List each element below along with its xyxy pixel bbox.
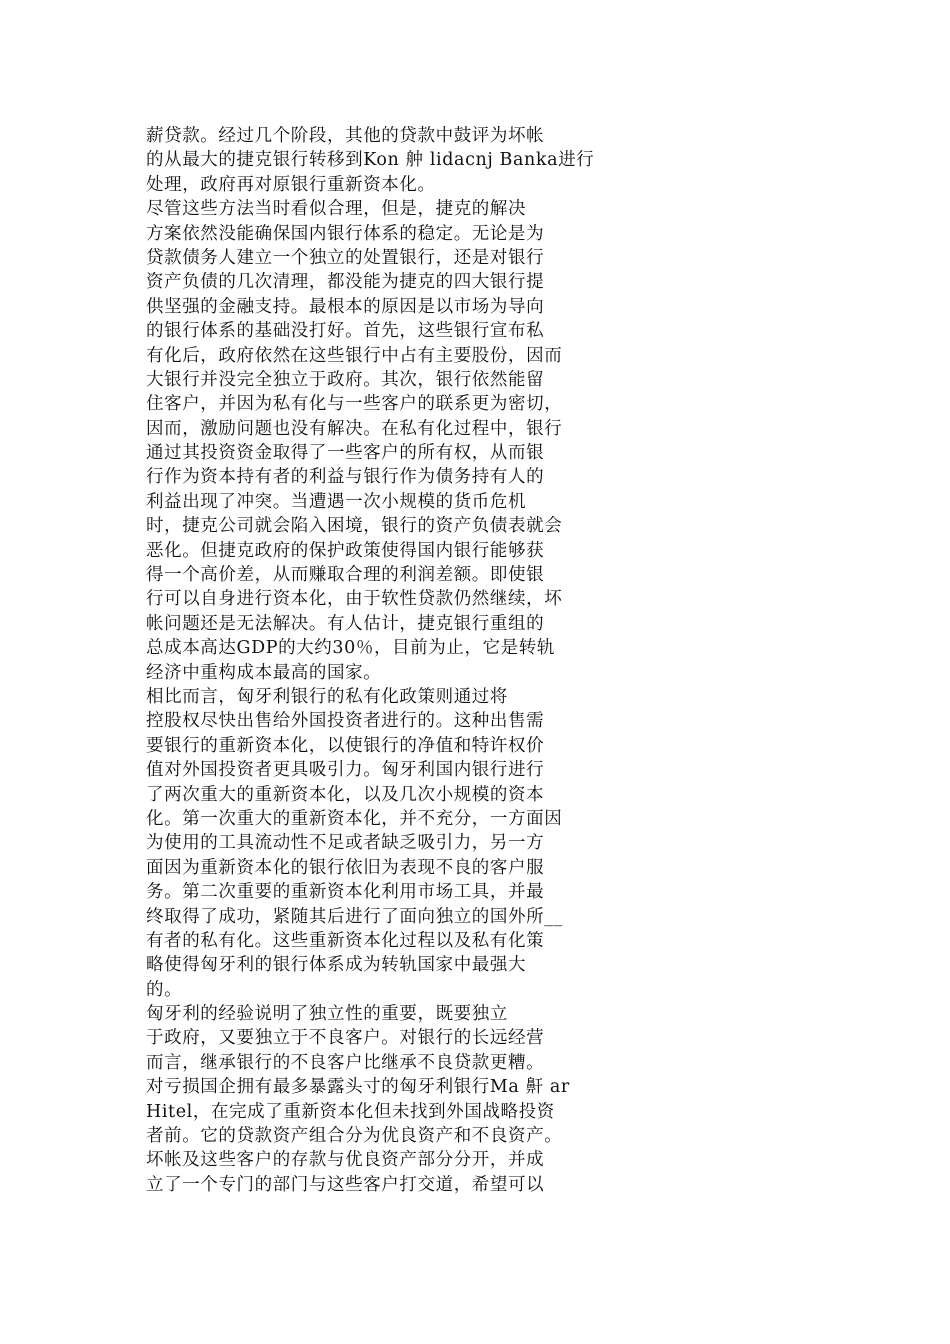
text-line: 经济中重构成本最高的国家。 bbox=[146, 662, 382, 683]
text-line: 值对外国投资者更具吸引力。匈牙利国内银行进行 bbox=[146, 760, 545, 781]
text-line: 大银行并没完全独立于政府。其次，银行依然能留 bbox=[146, 369, 545, 390]
text-line: 的从最大的捷克银行转移到Kon 舯 lidacnj Banka进行 bbox=[146, 150, 595, 171]
text-line: 于政府，又要独立于不良客户。对银行的长远经营 bbox=[146, 1028, 545, 1049]
text-line: 供坚强的金融支持。最根本的原因是以市场为导向 bbox=[146, 296, 545, 317]
text-line: 的银行体系的基础没打好。首先，这些银行宣布私 bbox=[146, 321, 545, 342]
text-line: 资产负债的几次清理，都没能为捷克的四大银行提 bbox=[146, 272, 545, 293]
text-line: 总成本高达GDP的大约30％，目前为止，它是转轨 bbox=[146, 638, 555, 659]
text-line: 帐问题还是无法解决。有人估计，捷克银行重组的 bbox=[146, 613, 545, 634]
text-line: 得一个高价差，从而赚取合理的利润差额。即使银 bbox=[146, 565, 545, 586]
text-line: 方案依然没能确保国内银行体系的稳定。无论是为 bbox=[146, 223, 545, 244]
text-line: Hitel，在完成了重新资本化但未找到外国战略投资 bbox=[146, 1101, 555, 1122]
text-line: 要银行的重新资本化，以使银行的净值和特许权价 bbox=[146, 735, 545, 756]
text-line: 利益出现了冲突。当遭遇一次小规模的货币危机 bbox=[146, 491, 527, 512]
text-line: 了两次重大的重新资本化，以及几次小规模的资本 bbox=[146, 784, 545, 805]
text-line: 面因为重新资本化的银行依旧为表现不良的客户服 bbox=[146, 857, 545, 878]
text-line: 相比而言，匈牙利银行的私有化政策则通过将 bbox=[146, 686, 508, 707]
text-line: 贷款债务人建立一个独立的处置银行，还是对银行 bbox=[146, 247, 545, 268]
text-line: 者前。它的贷款资产组合分为优良资产和不良资产。 bbox=[146, 1126, 563, 1147]
document-page bbox=[146, 124, 606, 1197]
text-line: 住客户，并因为私有化与一些客户的联系更为密切， bbox=[146, 394, 563, 415]
text-line: 化。第一次重大的重新资本化，并不充分，一方面因 bbox=[146, 808, 563, 829]
text-line: 为使用的工具流动性不足或者缺乏吸引力，另一方 bbox=[146, 833, 545, 854]
text-line: 有化后，政府依然在这些银行中占有主要股份，因而 bbox=[146, 345, 563, 366]
text-line: 因而，激励问题也没有解决。在私有化过程中，银行 bbox=[146, 418, 563, 439]
text-line: 处理，政府再对原银行重新资本化。 bbox=[146, 174, 436, 195]
text-line: 通过其投资资金取得了一些客户的所有权，从而银 bbox=[146, 443, 545, 464]
text-line: 行可以自身进行资本化，由于软性贷款仍然继续，坏 bbox=[146, 589, 563, 610]
text-line: 时，捷克公司就会陷入困境，银行的资产负债表就会 bbox=[146, 516, 563, 537]
text-line: 匈牙利的经验说明了独立性的重要，既要独立 bbox=[146, 1004, 508, 1025]
text-line: 对亏损国企拥有最多暴露头寸的匈牙利银行Ma 鼾 ar bbox=[146, 1077, 570, 1098]
text-line: 尽管这些方法当时看似合理，但是，捷克的解决 bbox=[146, 199, 527, 220]
text-line: 薪贷款。经过几个阶段，其他的贷款中鼓评为坏帐 bbox=[146, 126, 545, 146]
text-line: 控股权尽快出售给外国投资者进行的。这种出售需 bbox=[146, 711, 545, 732]
text-line: 恶化。但捷克政府的保护政策使得国内银行能够获 bbox=[146, 540, 545, 561]
text-line: 有者的私有化。这些重新资本化过程以及私有化策 bbox=[146, 930, 545, 951]
text-line: 务。第二次重要的重新资本化利用市场工具，并最 bbox=[146, 882, 545, 903]
text-line: 立了一个专门的部门与这些客户打交道，希望可以 bbox=[146, 1174, 545, 1195]
text-line: 坏帐及这些客户的存款与优良资产部分分开，并成 bbox=[146, 1150, 545, 1171]
text-line: 的。 bbox=[146, 979, 183, 1000]
text-line: 而言，继承银行的不良客户比继承不良贷款更糟。 bbox=[146, 1052, 545, 1073]
text-line: 终取得了成功，紧随其后进行了面向独立的国外所__ bbox=[146, 906, 563, 927]
text-line: 行作为资本持有者的利益与银行作为债务持有人的 bbox=[146, 467, 545, 488]
text-line: 略使得匈牙利的银行体系成为转轨国家中最强大 bbox=[146, 955, 527, 976]
